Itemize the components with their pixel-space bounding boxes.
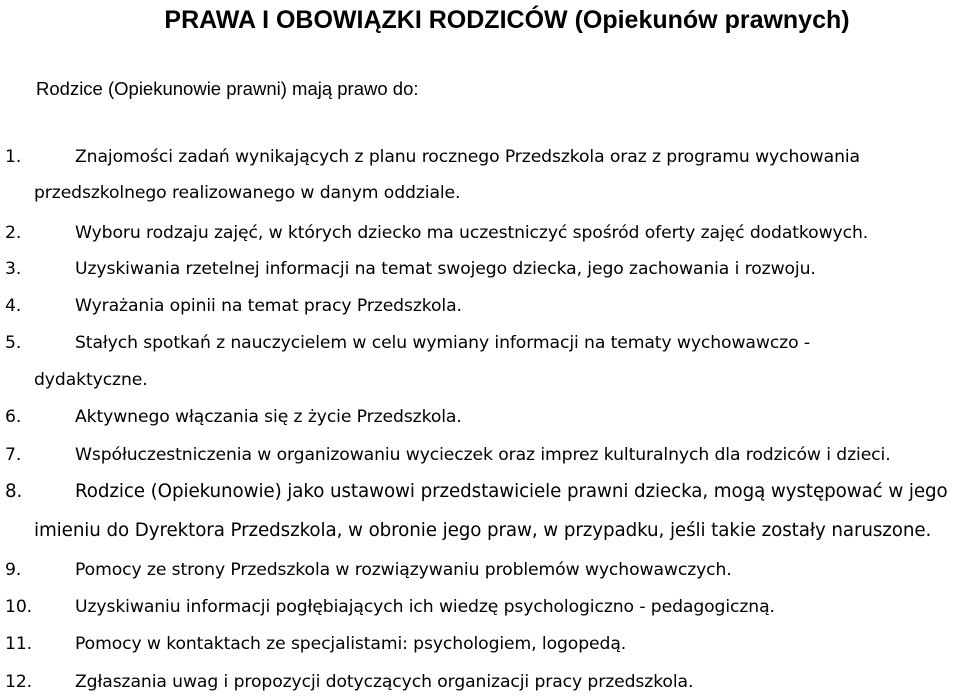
item-number: 4. xyxy=(5,296,22,316)
item-text: Wyrażania opinii na temat pracy Przedszkola. xyxy=(75,296,462,316)
item-number: 6. xyxy=(5,407,22,427)
item-number: 10. xyxy=(5,597,33,617)
item-text: Rodzice (Opiekunowie) jako ustawowi przedstawiciele prawni dziecka, mogą występować w jego xyxy=(75,481,948,502)
item-number: 3. xyxy=(5,259,22,279)
item-text: Wyboru rodzaju zajęć, w których dziecko ma uczestniczyć spośród oferty zajęć dodatkowych. xyxy=(75,223,869,243)
intro-text: Rodzice (Opiekunowie prawni) mają prawo do: xyxy=(36,78,419,99)
item-number: 9. xyxy=(5,560,22,580)
item-text: Pomocy w kontaktach ze specjalistami: psychologiem, logopedą. xyxy=(75,634,627,654)
item-text: Uzyskiwania rzetelnej informacji na temat swojego dziecka, jego zachowania i rozwoju. xyxy=(75,259,816,279)
item-text: Aktywnego włączania się z życie Przedszkola. xyxy=(75,407,462,427)
item-text-continued: dydaktyczne. xyxy=(34,370,148,390)
item-number: 1. xyxy=(5,147,22,167)
item-text: Współuczestniczenia w organizowaniu wycieczek oraz imprez kulturalnych dla rodziców i dzieci. xyxy=(75,445,891,465)
item-text: Uzyskiwaniu informacji pogłębiających ich wiedzę psychologiczno - pedagogiczną. xyxy=(75,597,775,617)
item-text: Zgłaszania uwag i propozycji dotyczących organizacji pracy przedszkola. xyxy=(75,672,694,692)
item-number: 8. xyxy=(5,481,23,502)
item-number: 5. xyxy=(5,333,22,353)
page-title: PRAWA I OBOWIĄZKI RODZICÓW (Opiekunów prawnych) xyxy=(164,6,850,34)
item-number: 11. xyxy=(5,634,33,654)
item-text-continued: imieniu do Dyrektora Przedszkola, w obronie jego praw, w przypadku, jeśli takie zostały naruszone. xyxy=(34,520,932,541)
item-number: 12. xyxy=(5,672,33,692)
item-text: Pomocy ze strony Przedszkola w rozwiązywaniu problemów wychowawczych. xyxy=(75,560,732,580)
item-text-continued: przedszkolnego realizowanego w danym oddziale. xyxy=(34,183,461,203)
item-number: 2. xyxy=(5,223,22,243)
item-number: 7. xyxy=(5,445,22,465)
item-text: Stałych spotkań z nauczycielem w celu wymiany informacji na tematy wychowawczo - xyxy=(75,333,810,353)
item-text: Znajomości zadań wynikających z planu rocznego Przedszkola oraz z programu wychowania xyxy=(75,147,860,167)
